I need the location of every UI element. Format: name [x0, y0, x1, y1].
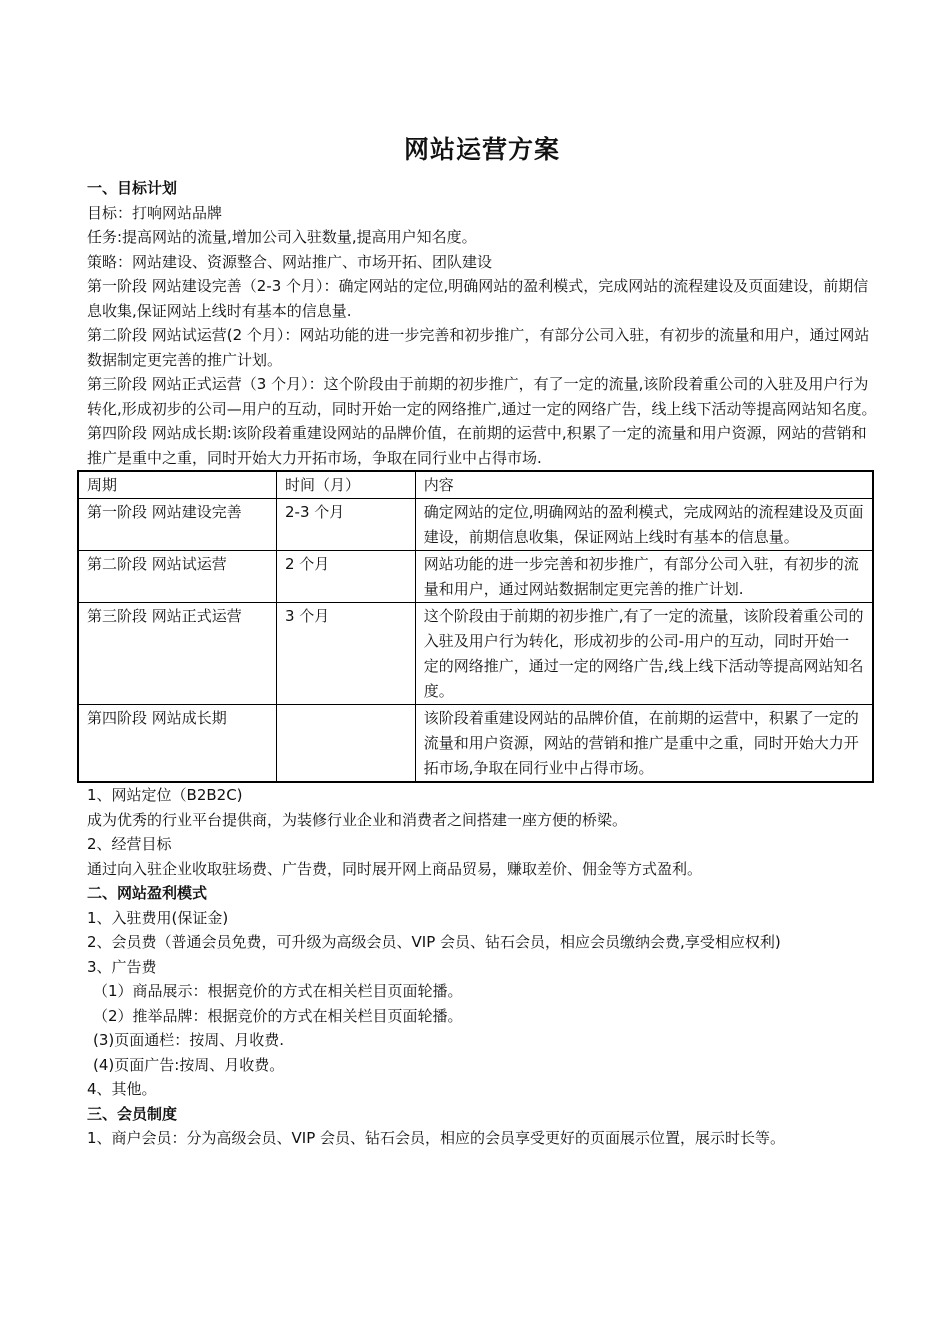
list-item: 3、广告费: [87, 957, 157, 976]
phase-table: [77, 470, 874, 783]
table-cell-content: 该阶段着重建设网站的品牌价值，在前期的运营中，积累了一定的流量和用户资源，网站的营销和推广是重中之重，同时开始大力开拓市场,争取在同行业中占得市场。: [415, 705, 873, 783]
list-item: 2、会员费（普通会员免费，可升级为高级会员、VIP 会员、钻石会员，相应会员缴纳会费,享受相应权利): [87, 933, 781, 951]
section-heading-goals: 一、目标计划: [87, 179, 178, 197]
table-header-row: [78, 471, 873, 499]
section-heading-profit-model: 二、网站盈利模式: [87, 884, 208, 902]
table-cell-time: 3 个月: [276, 603, 415, 705]
paragraph: 第二阶段 网站试运营(2 个月）：网站功能的进一步完善和初步推广，有部分公司入驻，有初步的流量和用户，通过网站数据制定更完善的推广计划。: [87, 326, 870, 369]
table-row: [78, 499, 873, 551]
list-item: 4、其他。: [87, 1080, 157, 1098]
table-cell-content: 这个阶段由于前期的初步推广,有了一定的流量，该阶段着重公司的入驻及用户行为转化，形成初步的公司-用户的互动，同时开始一定的网络推广，通过一定的网络广告,线上线下活动等提高网站知名度。: [415, 603, 873, 705]
list-item: 1、入驻费用(保证金): [87, 908, 229, 927]
paragraph: 1、网站定位（B2B2C): [87, 786, 243, 804]
table-cell-period: 第四阶段 网站成长期: [78, 705, 276, 783]
page-title: 网站运营方案: [403, 135, 560, 164]
section-heading-membership: 三、会员制度: [87, 1104, 178, 1123]
paragraph: 通过向入驻企业收取驻场费、广告费，同时展开网上商品贸易，赚取差价、佣金等方式盈利。: [87, 859, 703, 878]
table-cell-content: 确定网站的定位,明确网站的盈利模式，完成网站的流程建设及页面建设，前期信息收集，保证网站上线时有基本的信息量。: [415, 499, 873, 551]
paragraph: 任务:提高网站的流量,增加公司入驻数量,提高用户知名度。: [87, 228, 477, 246]
paragraph: 第四阶段 网站成长期:该阶段着重建设网站的品牌价值，在前期的运营中,积累了一定的流量和用户资源，网站的营销和推广是重中之重，同时开始大力开拓市场，争取在同行业中占得市场.: [87, 424, 867, 467]
paragraph: 成为优秀的行业平台提供商，为装修行业企业和消费者之间搭建一座方便的桥梁。: [87, 810, 628, 829]
list-item: （2）推举品牌：根据竞价的方式在相关栏目页面轮播。: [93, 1006, 463, 1025]
table-cell-content: 网站功能的进一步完善和初步推广，有部分公司入驻，有初步的流量和用户，通过网站数据制定更完善的推广计划.: [415, 551, 873, 603]
paragraph: 目标：打响网站品牌: [87, 203, 223, 222]
list-item: (3)页面通栏：按周、月收费.: [93, 1031, 285, 1049]
table-cell-period: 第二阶段 网站试运营: [78, 551, 276, 603]
table-row: [78, 705, 873, 783]
column-header-content: 内容: [415, 471, 873, 499]
table-cell-period: 第三阶段 网站正式运营: [78, 603, 276, 705]
document-page: [87, 130, 877, 1151]
list-item: （1）商品展示：根据竞价的方式在相关栏目页面轮播。: [93, 982, 463, 1000]
paragraph: 第一阶段 网站建设完善（2-3 个月）：确定网站的定位,明确网站的盈利模式，完成网站的流程建设及页面建设，前期信息收集,保证网站上线时有基本的信息量.: [87, 277, 869, 320]
table-cell-period: 第一阶段 网站建设完善: [78, 499, 276, 551]
column-header-period: 周期: [78, 471, 276, 499]
column-header-time: 时间（月）: [276, 471, 415, 499]
table-row: [78, 603, 873, 705]
paragraph: 策略：网站建设、资源整合、网站推广、市场开拓、团队建设: [87, 252, 493, 271]
table-cell-time: 2 个月: [276, 551, 415, 603]
table-cell-time: [276, 705, 415, 783]
table-row: [78, 551, 873, 603]
paragraph: 第三阶段 网站正式运营（3 个月）：这个阶段由于前期的初步推广，有了一定的流量,该阶段着重公司的入驻及用户行为转化,形成初步的公司—用户的互动，同时开始一定的网络推广,通过一定的网络广告，线上线下活动等提高网站知名度。: [87, 375, 877, 418]
table-cell-time: 2-3 个月: [276, 499, 415, 551]
paragraph: 2、经营目标: [87, 835, 172, 853]
list-item: (4)页面广告:按周、月收费。: [93, 1055, 285, 1074]
list-item: 1、商户会员：分为高级会员、VIP 会员、钻石会员，相应的会员享受更好的页面展示位置，展示时长等。: [87, 1129, 786, 1147]
